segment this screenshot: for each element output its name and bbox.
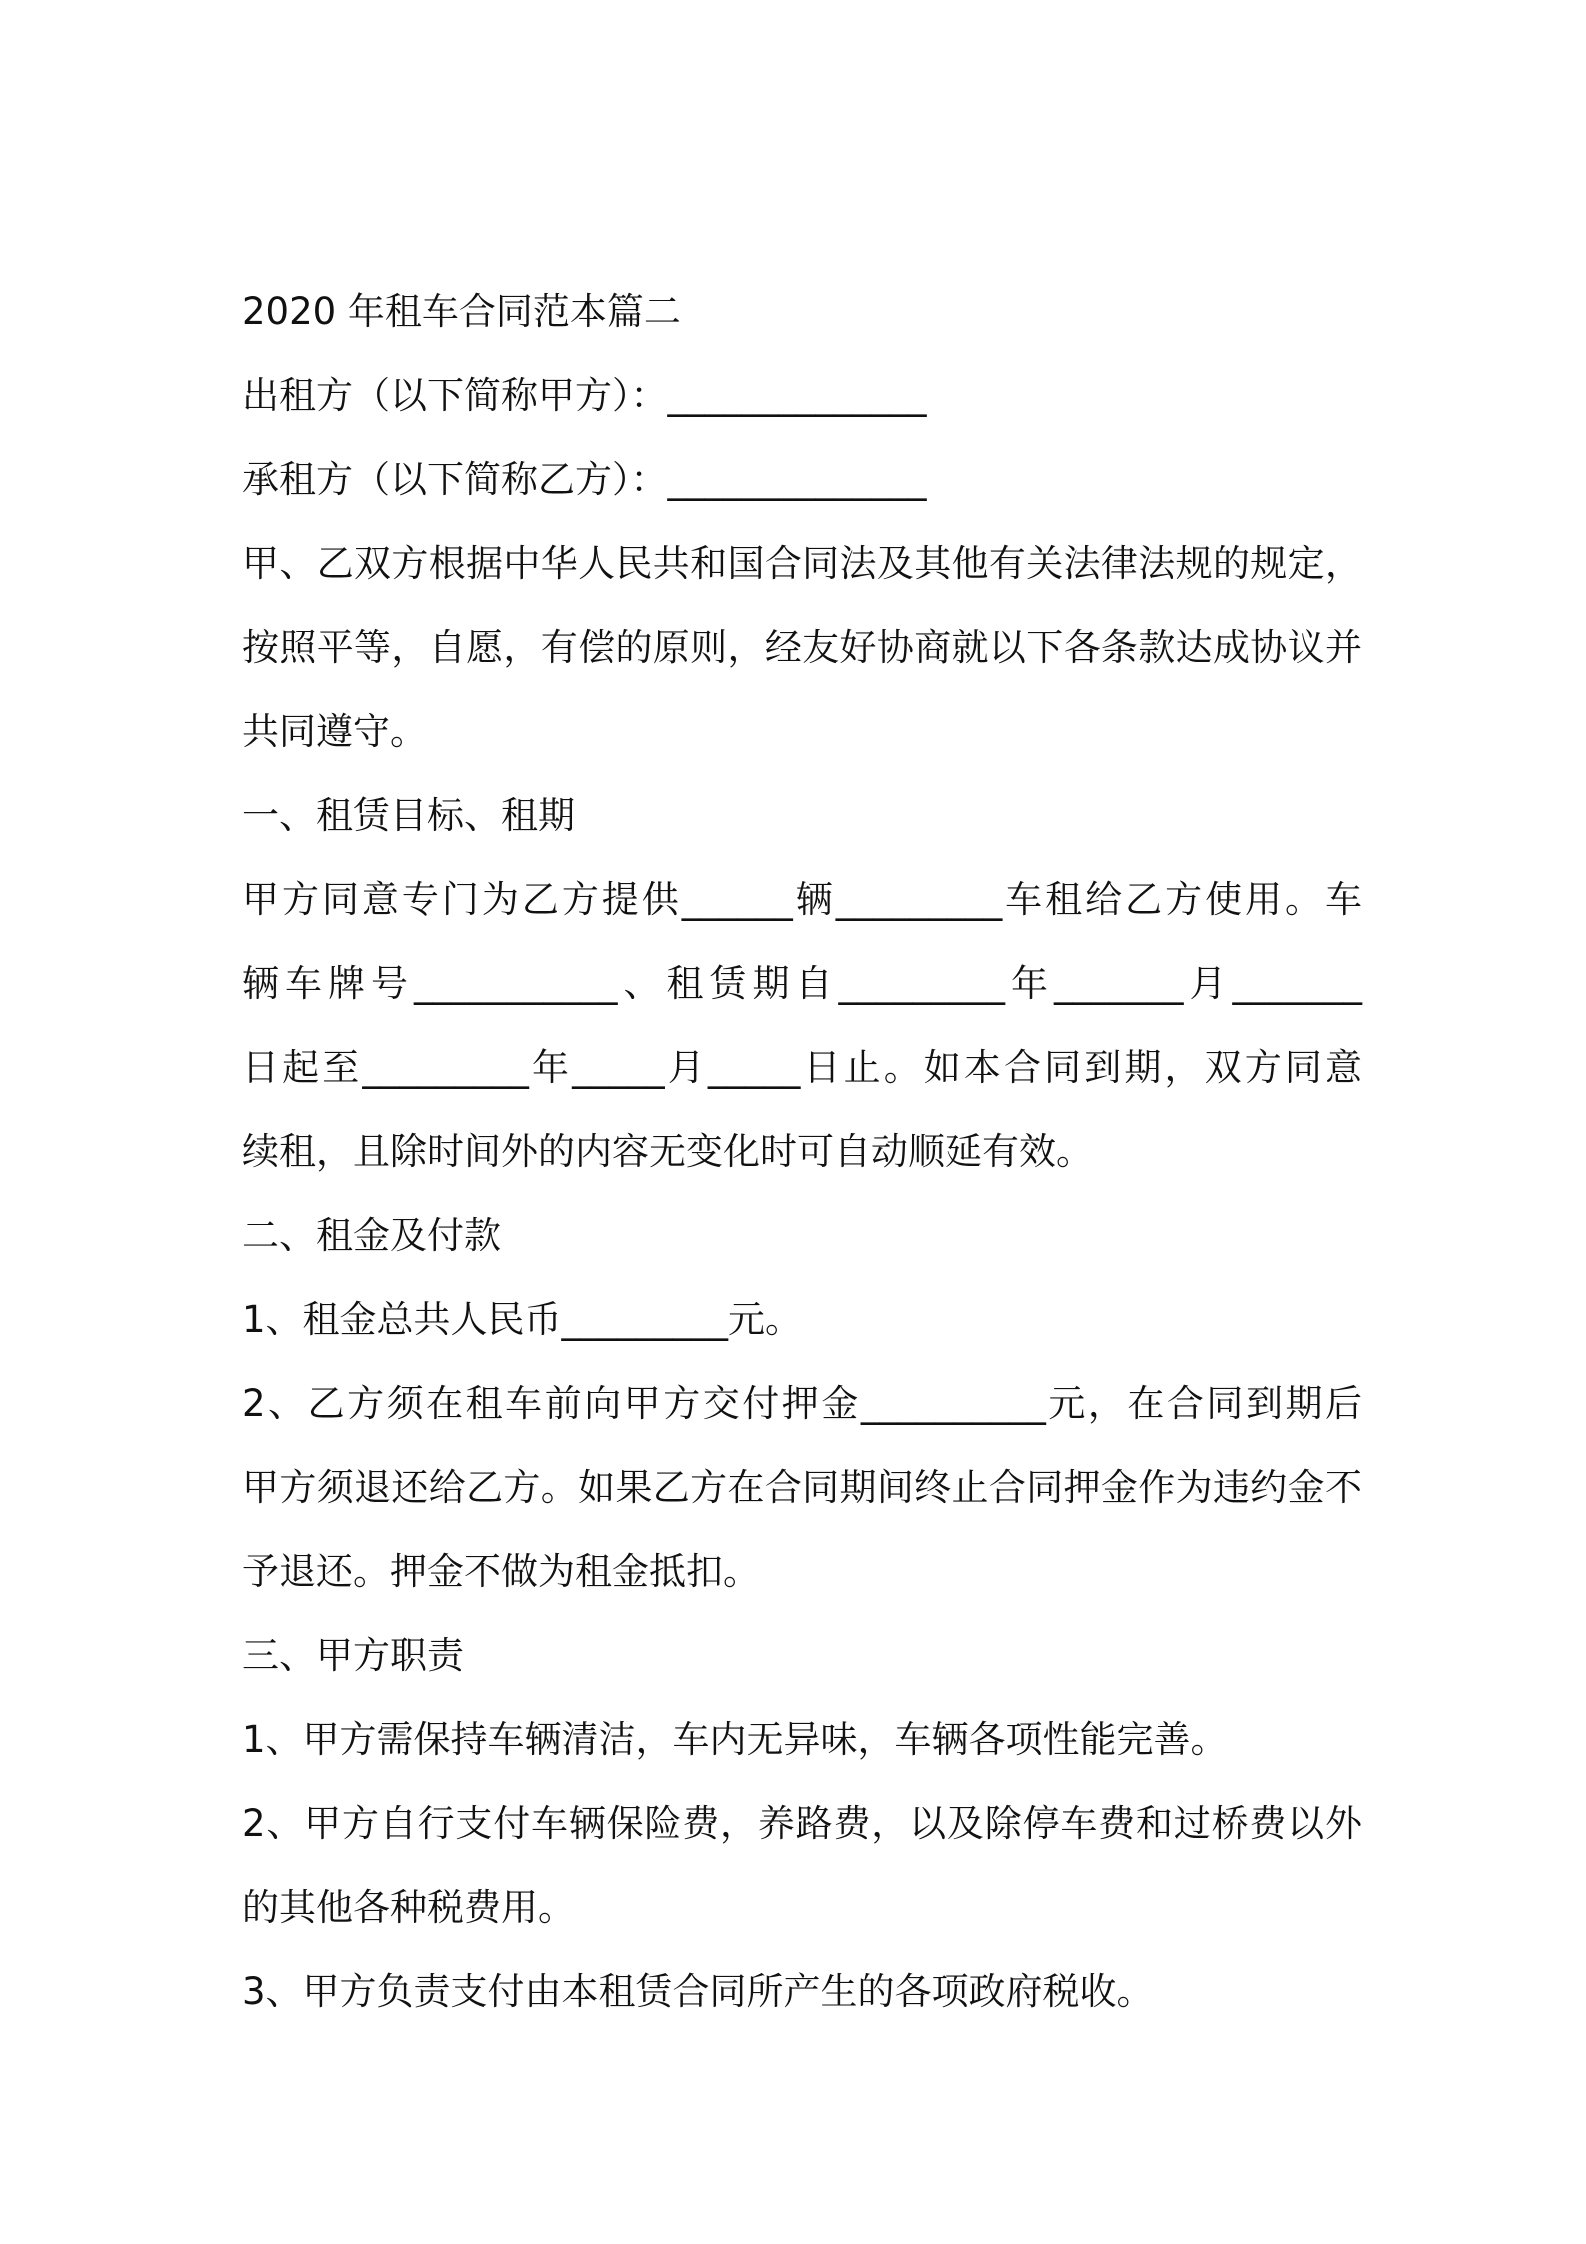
- lessor-line: 出租方（以下简称甲方）：______________: [242, 374, 927, 417]
- section-2-item-2-line-1: 2、乙方须在租车前向甲方交付押金__________元，在合同到期后: [242, 1382, 1362, 1425]
- section-2-item-2-line-2: 甲方须退还给乙方。如果乙方在合同期间终止合同押金作为违约金不: [242, 1466, 1362, 1509]
- section-2-item-1: 1、租金总共人民币_________元。: [242, 1298, 803, 1341]
- section-3-item-3: 3、甲方负责支付由本租赁合同所产生的各项政府税收。: [242, 1970, 1154, 2013]
- section-3-item-2-line-1: 2、甲方自行支付车辆保险费，养路费，以及除停车费和过桥费以外: [242, 1802, 1362, 1845]
- section-heading-3: 三、甲方职责: [242, 1634, 464, 1677]
- document-title: 2020 年租车合同范本篇二: [242, 290, 681, 333]
- section-3-item-1: 1、甲方需保持车辆清洁，车内无异味，车辆各项性能完善。: [242, 1718, 1228, 1761]
- section-1-line-1: 甲方同意专门为乙方提供______辆_________车租给乙方使用。车: [242, 878, 1362, 921]
- section-heading-1: 一、租赁目标、租期: [242, 794, 575, 837]
- document-page: [242, 270, 1362, 2034]
- preamble-line-3: 共同遵守。: [242, 710, 427, 753]
- preamble-line-2: 按照平等，自愿，有偿的原则，经友好协商就以下各条款达成协议并: [242, 626, 1362, 669]
- section-1-line-4: 续租，且除时间外的内容无变化时可自动顺延有效。: [242, 1130, 1093, 1173]
- lessee-line: 承租方（以下简称乙方）：______________: [242, 458, 927, 501]
- section-1-line-2: 辆车牌号___________、租赁期自_________年_______月_______: [242, 962, 1362, 1005]
- section-2-item-2-line-3: 予退还。押金不做为租金抵扣。: [242, 1550, 760, 1593]
- section-heading-2: 二、租金及付款: [242, 1214, 501, 1257]
- section-1-line-3: 日起至_________年_____月_____日止。如本合同到期，双方同意: [242, 1046, 1362, 1089]
- preamble-line-1: 甲、乙双方根据中华人民共和国合同法及其他有关法律法规的规定，: [242, 542, 1362, 585]
- section-3-item-2-line-2: 的其他各种税费用。: [242, 1886, 575, 1929]
